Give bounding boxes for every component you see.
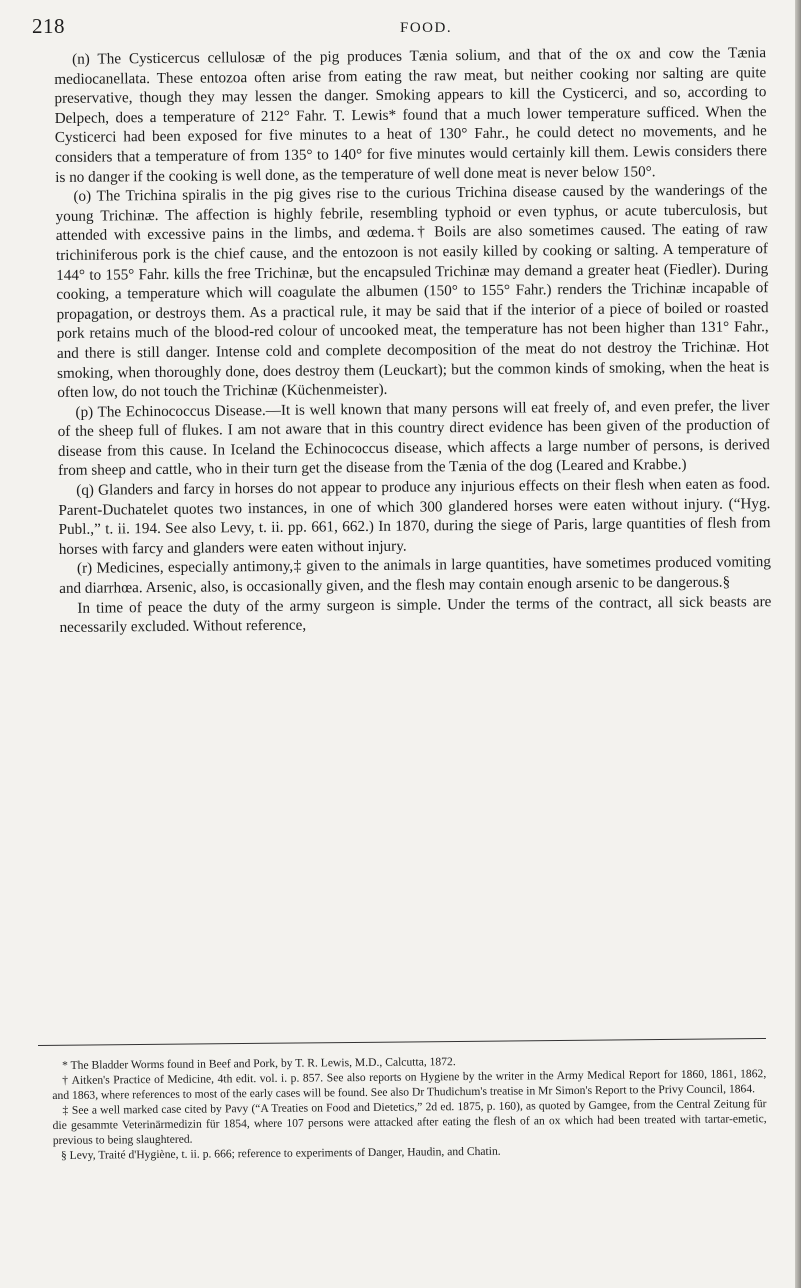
page-number: 218 <box>32 14 65 38</box>
paragraph-army-surgeon: In time of peace the duty of the army surgeon is simple. Under the terms of the contract, all sick beasts are necessarily excluded. Without reference, <box>59 592 772 637</box>
running-head: FOOD. <box>400 20 453 36</box>
paragraph-echinococcus: (p) The Echinococcus Disease.—It is well known that many persons will eat freely of, and even prefer, the liver of the sheep full of flukes. I am not aware that in this country direct evidence has been given of the production of disease from this cause. In Iceland the Echinococcus disease, which affects a large number of persons, is derived from sheep and cattle, who in their turn get the disease from the Tænia of the dog (Leared and Krabbe.) <box>57 396 770 480</box>
page-header <box>32 14 762 44</box>
body-text <box>54 43 772 638</box>
footnote-dagger: † Aitken's Practice of Medicine, 4th edit. vol. i. p. 857. See also reports on Hygiene by the writer in the Army Medical Report for 1860, 1861, 1862, and 1863, where references to most of the early cases will be found. See also Dr Thudichum's treatise in Mr Simon's Report to the Privy Council, 1864. <box>52 1067 767 1102</box>
footnote-double-dagger: ‡ See a well marked case cited by Pavy (“A Treaties on Food and Dietetics,” 2d ed. 1875, p. 160), as quoted by Gamgee, from the Central Zeitung für die gesammte Veterinärmedizin für 1854, where 107 persons were attacked after eating the flesh of an ox which had been treated with tartar-emetic, previous to being slaughtered. <box>52 1097 767 1147</box>
paragraph-cysticercus: (n) The Cysticercus cellulosæ of the pig produces Tænia solium, and that of the ox and cow the Tænia mediocanellata. These entozoa often arise from eating the raw meat, but neither cooking nor salting are quite preservative, though they may lessen the danger. Smoking appears to kill the Cysticerci, and so, according to Delpech, does a temperature of 212° Fahr. T. Lewis* found that a much lower temperature sufficed. When the Cysticerci had been exposed for five minutes to a heat of 130° Fahr., he could detect no movements, and he considers that a temperature of from 135° to 140° for five minutes would certainly kill them. Lewis considers there is no danger if the cooking is well done, as the temperature of well done meat is never below 150°. <box>54 44 768 186</box>
footnote-section: § Levy, Traité d'Hygiène, t. ii. p. 666; reference to experiments of Danger, Haudin, and Chatin. <box>60 1144 501 1162</box>
page-edge-shadow <box>795 0 801 1288</box>
footnotes <box>52 1051 767 1163</box>
footnote-asterisk: * The Bladder Worms found in Beef and Pork, by T. R. Lewis, M.D., Calcutta, 1872. <box>62 1055 456 1072</box>
footnote-rule <box>38 1038 766 1046</box>
paragraph-trichina: (o) The Trichina spiralis in the pig gives rise to the curious Trichina disease caused by the wanderings of the young Trichinæ. The affection is highly febrile, resembling typhoid or even typhus, or acute tuberculosis, but attended with excessive pains in the limbs, and œdema.† Boils are also sometimes caused. The eating of raw trichiniferous pork is the chief cause, and the entozoon is not easily killed by cooking or salting. A temperature of 144° to 155° Fahr. kills the free Trichinæ, but the encapsuled Trichinæ may demand a greater heat (Fiedler). During cooking, a temperature which will coagulate the albumen (150° to 155° Fahr.) renders the Trichinæ incapable of propagation, or destroys them. As a practical rule, it may be said that if the interior of a piece of boiled or roasted pork retains much of the blood-red colour of uncooked meat, the temperature has not been higher than 131° Fahr., and there is still danger. Intense cold and complete decomposition of the meat do not destroy the Trichinæ. Hot smoking, when thoroughly done, does destroy them (Leuckart); but the common kinds of smoking, when the heat is often low, do not touch the Trichinæ (Küchenmeister). <box>55 181 770 402</box>
paragraph-glanders: (q) Glanders and farcy in horses do not appear to produce any injurious effects on their flesh when eaten as food. Parent-Duchatelet quotes two instances, in one of which 300 glandered horses were eaten without injury. (“Hyg. Publ.,” t. ii. 194. See also Levy, t. ii. pp. 661, 662.) In 1870, during the siege of Paris, large quantities of flesh from horses with farcy and glanders were eaten without injury. <box>58 475 771 558</box>
paragraph-medicines: (r) Medicines, especially antimony,‡ given to the animals in large quantities, have sometimes produced vomiting and diarrhœa. Arsenic, also, is occasionally given, and the flesh may contain enough arsenic to be dangerous.§ <box>59 553 772 598</box>
